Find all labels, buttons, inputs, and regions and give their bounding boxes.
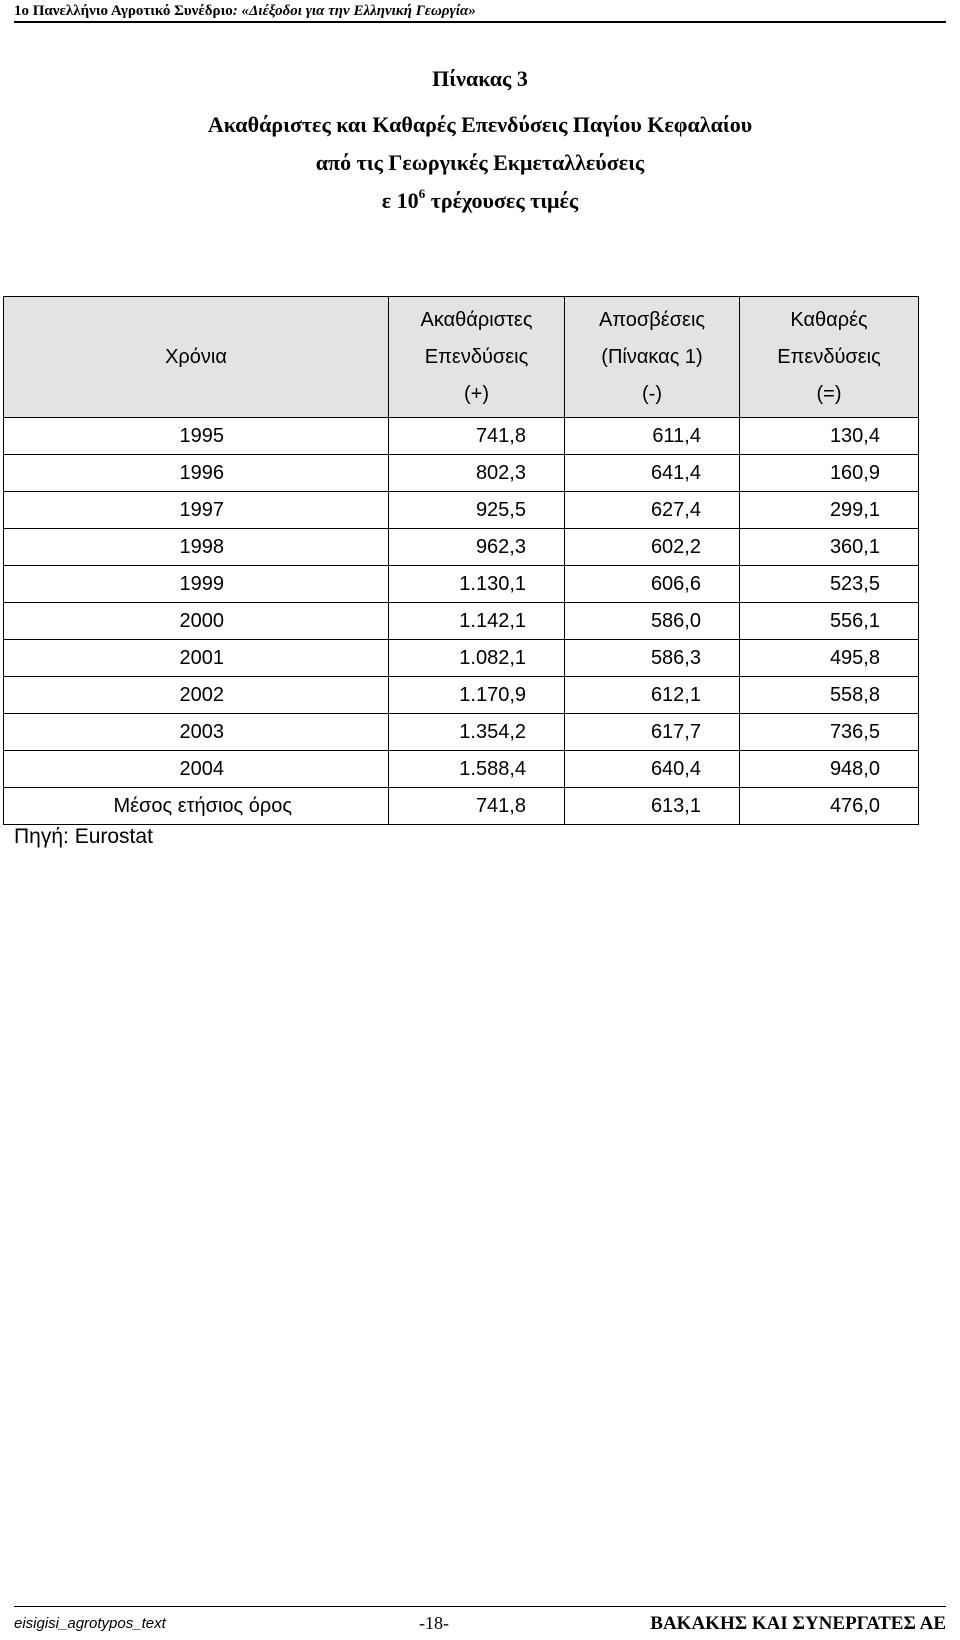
header-years: Χρόνια xyxy=(4,297,389,418)
average-row xyxy=(4,788,919,825)
table-row xyxy=(4,751,919,788)
cell-year: 2000 xyxy=(4,603,389,640)
table-row xyxy=(4,603,919,640)
cell-avg-gross: 741,8 xyxy=(389,788,565,825)
table-row xyxy=(4,566,919,603)
cell-net: 736,5 xyxy=(740,714,919,751)
title-line-2: Ακαθάριστες και Καθαρές Επενδύσεις Παγίου Κεφαλαίου xyxy=(207,112,753,137)
table-title xyxy=(0,62,960,218)
unit-exponent: 6 xyxy=(418,185,426,201)
unit-prefix: ε 10 xyxy=(381,188,419,213)
cell-net: 556,1 xyxy=(740,603,919,640)
table-number: Πίνακας 3 xyxy=(432,66,528,91)
table-row xyxy=(4,714,919,751)
header-gross-line: Επενδύσεις xyxy=(424,345,529,368)
header-separator: : xyxy=(232,3,242,19)
header-gross-line: (+) xyxy=(464,382,489,405)
title-line-4 xyxy=(0,184,960,218)
cell-gross: 925,5 xyxy=(389,492,565,529)
cell-net: 160,9 xyxy=(740,455,919,492)
cell-net: 495,8 xyxy=(740,640,919,677)
header-gross-investments xyxy=(389,297,565,418)
title-line-3: από τις Γεωργικές Εκμεταλλεύσεις xyxy=(315,150,645,175)
cell-net: 130,4 xyxy=(740,418,919,455)
cell-depreciation: 617,7 xyxy=(565,714,740,751)
table-row xyxy=(4,492,919,529)
footer-company: ΒΑΚΑΚΗΣ ΚΑΙ ΣΥΝΕΡΓΑΤΕΣ ΑΕ xyxy=(650,1613,946,1634)
cell-net: 360,1 xyxy=(740,529,919,566)
cell-depreciation: 586,3 xyxy=(565,640,740,677)
cell-depreciation: 641,4 xyxy=(565,455,740,492)
cell-depreciation: 586,0 xyxy=(565,603,740,640)
page-footer xyxy=(14,1606,946,1637)
cell-year: 1995 xyxy=(4,418,389,455)
running-header xyxy=(14,2,946,23)
header-depr-line: (Πίνακας 1) xyxy=(601,345,703,368)
cell-net: 523,5 xyxy=(740,566,919,603)
cell-gross: 962,3 xyxy=(389,529,565,566)
cell-depreciation: 627,4 xyxy=(565,492,740,529)
cell-gross: 1.354,2 xyxy=(389,714,565,751)
header-conference: 1ο Πανελλήνιο Αγροτικό Συνέδριο xyxy=(14,3,233,19)
unit-suffix: τρέχουσες τιμές xyxy=(425,188,579,213)
cell-depreciation: 606,6 xyxy=(565,566,740,603)
cell-gross: 1.170,9 xyxy=(389,677,565,714)
cell-year: 2001 xyxy=(4,640,389,677)
cell-depreciation: 602,2 xyxy=(565,529,740,566)
cell-gross: 741,8 xyxy=(389,418,565,455)
cell-net: 299,1 xyxy=(740,492,919,529)
cell-year: 1998 xyxy=(4,529,389,566)
header-depreciation xyxy=(565,297,740,418)
cell-year: 2003 xyxy=(4,714,389,751)
cell-gross: 1.142,1 xyxy=(389,603,565,640)
page-number: -18- xyxy=(419,1613,449,1633)
cell-gross: 802,3 xyxy=(389,455,565,492)
header-depr-line: Αποσβέσεις xyxy=(598,308,706,331)
footer-filename: eisigisi_agrotypos_text xyxy=(14,1615,166,1632)
header-net-investments xyxy=(740,297,919,418)
table-row xyxy=(4,529,919,566)
header-subtitle: «Διέξοδοι για την Ελληνική Γεωργία» xyxy=(241,3,476,19)
header-net-line: (=) xyxy=(816,382,842,405)
cell-net: 948,0 xyxy=(740,751,919,788)
table-row xyxy=(4,455,919,492)
investments-table xyxy=(3,296,919,825)
cell-gross: 1.130,1 xyxy=(389,566,565,603)
cell-year: 1996 xyxy=(4,455,389,492)
table-body xyxy=(4,418,919,825)
cell-year: 1997 xyxy=(4,492,389,529)
cell-gross: 1.082,1 xyxy=(389,640,565,677)
header-net-line: Καθαρές xyxy=(790,308,868,331)
cell-avg-label: Μέσος ετήσιος όρος xyxy=(4,788,389,825)
cell-net: 558,8 xyxy=(740,677,919,714)
cell-depreciation: 611,4 xyxy=(565,418,740,455)
cell-avg-depreciation: 613,1 xyxy=(565,788,740,825)
table-header-row xyxy=(4,297,919,418)
cell-depreciation: 612,1 xyxy=(565,677,740,714)
header-gross-line: Ακαθάριστες xyxy=(420,308,533,331)
header-net-line: Επενδύσεις xyxy=(777,345,881,368)
cell-year: 2002 xyxy=(4,677,389,714)
cell-depreciation: 640,4 xyxy=(565,751,740,788)
table-row xyxy=(4,677,919,714)
table-row xyxy=(4,418,919,455)
cell-year: 1999 xyxy=(4,566,389,603)
cell-gross: 1.588,4 xyxy=(389,751,565,788)
table-row xyxy=(4,640,919,677)
header-depr-line: (-) xyxy=(642,382,662,405)
cell-avg-net: 476,0 xyxy=(740,788,919,825)
source-note: Πηγή: Eurostat xyxy=(14,825,153,848)
cell-year: 2004 xyxy=(4,751,389,788)
